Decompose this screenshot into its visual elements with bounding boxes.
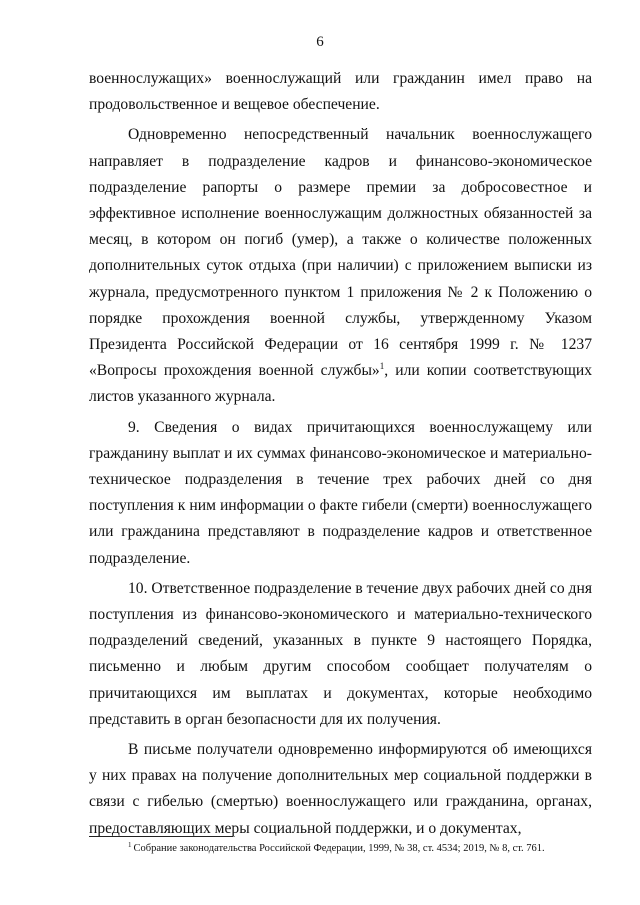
paragraph-item-9: 9. Сведения о видах причитающихся военнослужащему или гражданину выплат и их суммах финансово-экономическое и материально-техническое подразделения в течение трех рабочих дней со дня поступления к ним информации о факте гибели (смерти) военнослужащего или гражданина представляют в подразделение кадров и ответственное подразделение.: [89, 418, 592, 567]
paragraph-simultaneous-report: [89, 122, 592, 410]
paragraph-letter-info: В письме получатели одновременно информируются об имеющихся у них правах на получение дополнительных мер социальной поддержки в связи с гибелью (смертью) военнослужащего или гражданина, органах, предоставляющих меры социальной поддержки, и о документах,: [89, 741, 592, 837]
footnote-mark: 1: [128, 840, 132, 849]
document-body: [89, 66, 592, 842]
paragraph-continuation: военнослужащих» военнослужащий или гражданин имел право на продовольственное и вещевое обеспечение.: [89, 70, 592, 114]
footnote: [128, 842, 598, 856]
paragraph-item-10: 10. Ответственное подразделение в течение двух рабочих дней со дня поступления из финансово-экономического и материально-технического подразделений сведений, указанных в пункте 9 настоящего Порядка, письменно и любым другим способом сообщает получателям о причитающихся им выплатах и документах, которые необходимо представить в орган безопасности для их получения.: [89, 579, 592, 728]
footnote-reference: 1: [379, 361, 385, 372]
paragraph-text: , или копии соответствующих листов указанного журнала.: [89, 362, 592, 406]
page-number: 6: [316, 34, 324, 50]
footnote-text: Собрание законодательства Российской Федерации, 1999, № 38, ст. 4534; 2019, № 8, ст. 761.: [133, 843, 545, 854]
paragraph-text: Одновременно непосредственный начальник военнослужащего направляет в подразделение кадров и финансово-экономическое подразделение рапорты о размере премии за добросовестное и эффективное исполнение военнослужащим должностных обязанностей за месяц, в котором он погиб (умер), а также о количестве положенных дополнительных суток отдыха (при наличии) с приложением выписки из журнала, предусмотренного пунктом 1 приложения № 2 к Положению о порядке прохождения военной службы, утвержденному Указом Президента Российской Федерации от 16 сентября 1999 г. № 1237 «Вопросы прохождения военной службы»: [89, 126, 592, 380]
footnote-divider: [89, 836, 233, 837]
